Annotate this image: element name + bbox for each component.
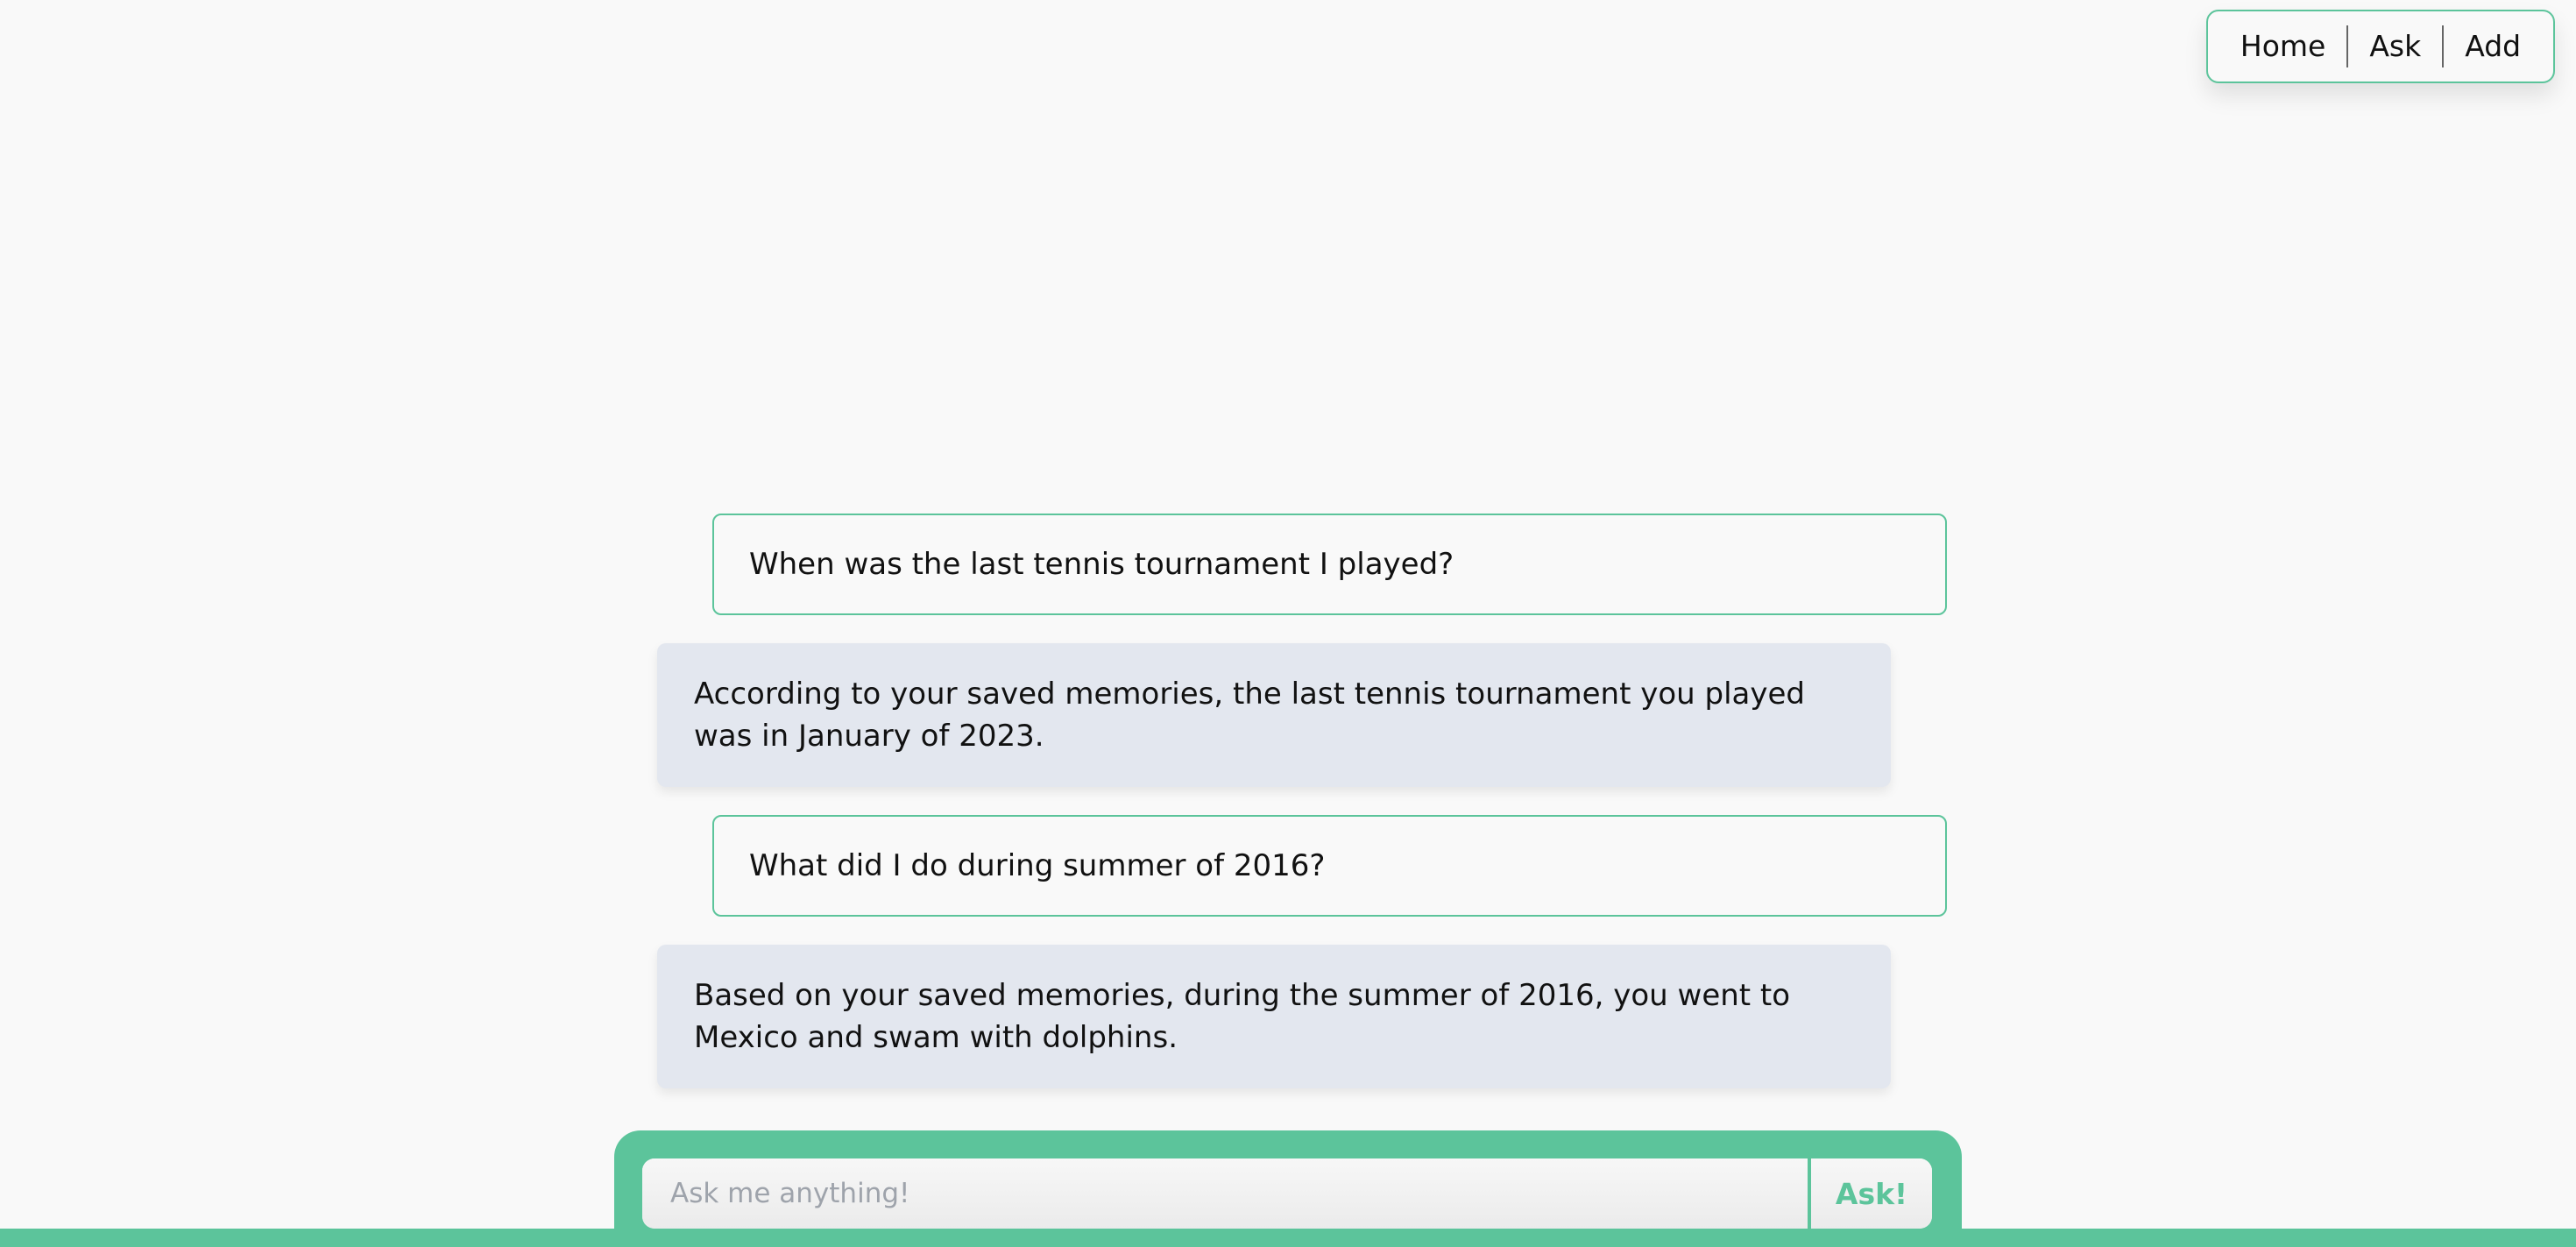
ask-input[interactable]: [642, 1158, 1808, 1229]
top-nav: [2206, 10, 2555, 83]
composer-corner-right: [1961, 1202, 1991, 1229]
user-message: [712, 514, 1947, 615]
assistant-message: [657, 643, 1891, 787]
assistant-message-text: According to your saved memories, the last tennis tournament you played was in January of 2023.: [694, 677, 1805, 754]
user-message: [712, 815, 1947, 917]
composer-box: [642, 1158, 1932, 1229]
nav-home-link[interactable]: Home: [2240, 29, 2326, 63]
assistant-message-text: Based on your saved memories, during the summer of 2016, you went to Mexico and swam with dolphins.: [694, 978, 1791, 1055]
ask-button[interactable]: Ask!: [1808, 1158, 1932, 1229]
assistant-message: [657, 945, 1891, 1088]
user-message-text: When was the last tennis tournament I played?: [749, 547, 1454, 582]
composer: [614, 1130, 1962, 1247]
nav-add-link[interactable]: Add: [2465, 29, 2522, 63]
user-message-text: What did I do during summer of 2016?: [749, 848, 1326, 883]
composer-corner-left: [585, 1202, 615, 1229]
nav-ask-link[interactable]: Ask: [2369, 29, 2422, 63]
